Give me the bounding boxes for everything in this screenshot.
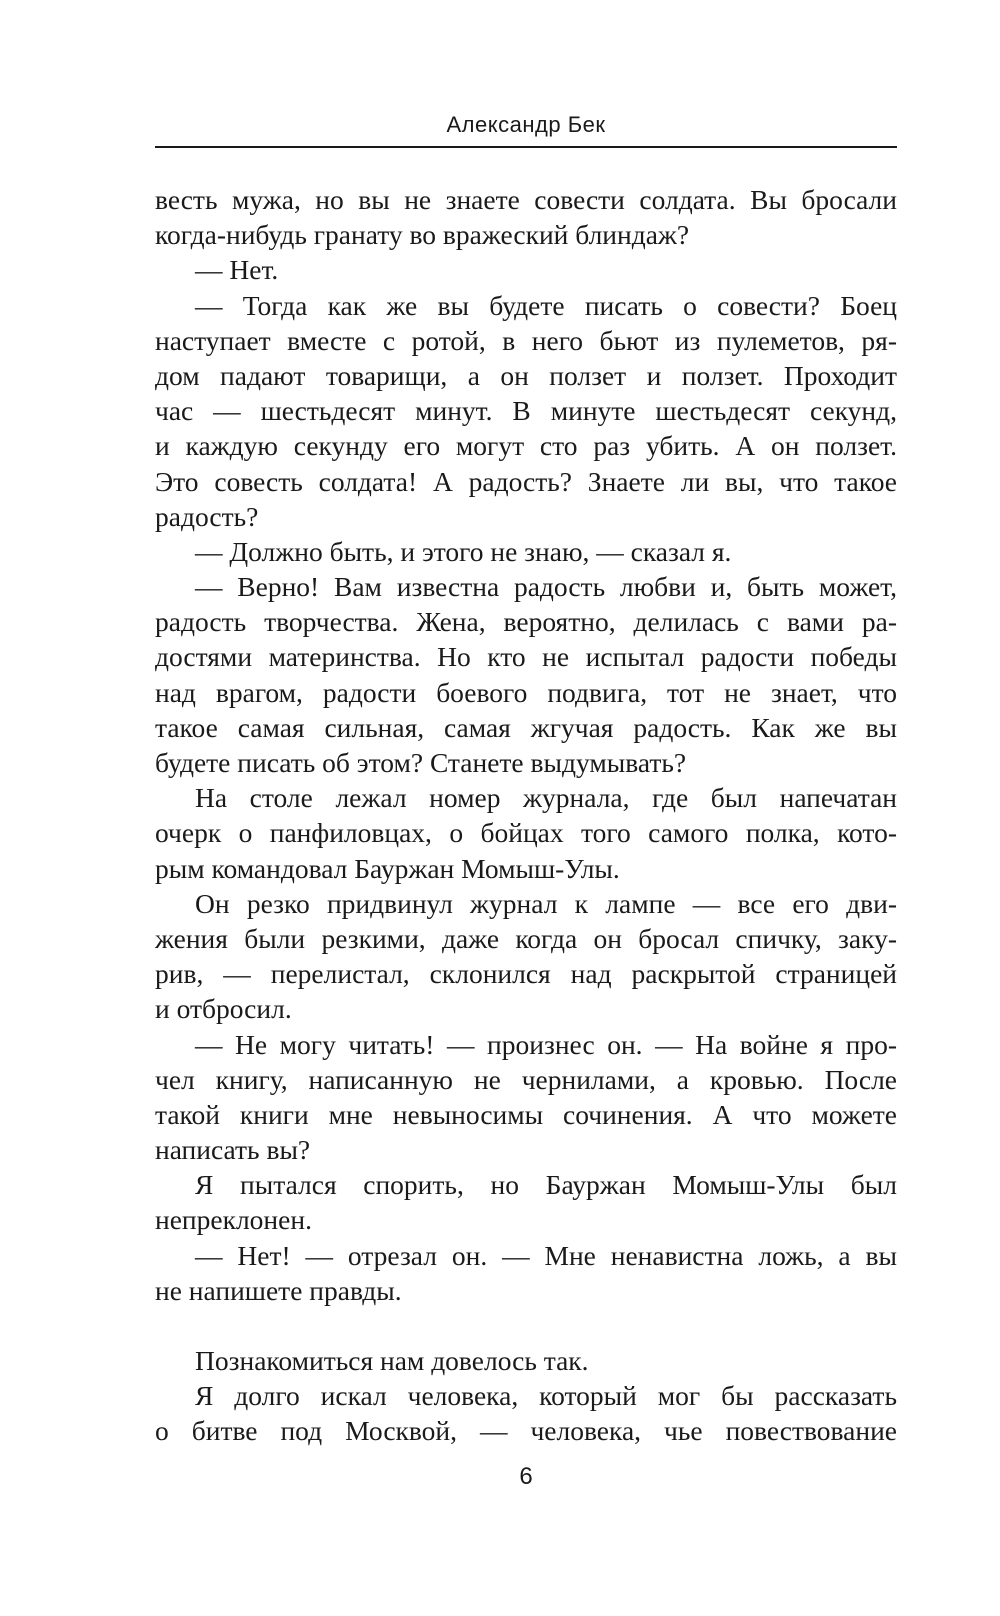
text-line: весть мужа, но вы не знаете совести солдата. Вы бросали [155, 184, 897, 215]
text-line: такое самая сильная, самая жгучая радость. Как же вы [155, 711, 897, 743]
page-number: 6 [519, 1463, 533, 1490]
text-line: Я долго искал человека, который мог бы рассказать [195, 1380, 897, 1412]
text-line: написать вы? [155, 1134, 311, 1166]
text-line: достями материнства. Но кто не испытал радости победы [155, 641, 897, 673]
text-line: — Тогда как же вы будете писать о совести? Боец [195, 289, 897, 321]
text-line: очерк о панфиловцах, о бойцах того самого полка, кото- [155, 817, 897, 849]
running-head-author: Александр Бек [446, 112, 606, 137]
text-line: когда-нибудь гранату во вражеский блиндаж? [155, 219, 690, 251]
text-line: — Нет! — отрезал он. — Мне ненавистна ложь, а вы [195, 1239, 897, 1271]
text-line: чел книгу, написанную не чернилами, а кровью. После [155, 1063, 897, 1095]
text-line: над врагом, радости боевого подвига, тот не знает, что [155, 676, 897, 708]
text-line: и отбросил. [155, 993, 292, 1025]
text-line: непреклонен. [155, 1204, 312, 1236]
body-text [155, 182, 897, 1449]
text-line: наступает вместе с ротой, в него бьют из пулеметов, ря- [155, 324, 897, 356]
text-line: Это совесть солдата! А радость? Знаете ли вы, что такое [155, 465, 897, 497]
text-line: — Нет. [195, 254, 279, 286]
text-line: На столе лежал номер журнала, где был напечатан [195, 782, 897, 814]
text-line: Он резко придвинул журнал к лампе — все его дви- [195, 887, 897, 919]
text-line: час — шестьдесят минут. В минуте шестьдесят секунд, [155, 395, 897, 427]
text-line: не напишете правды. [155, 1274, 402, 1306]
text-line: о битве под Москвой, — человека, чье повествование [155, 1415, 897, 1447]
text-line: Я пытался спорить, но Бауржан Момыш-Улы был [195, 1169, 897, 1201]
text-line: будете писать об этом? Станете выдумывать? [155, 747, 687, 778]
text-line: — Должно быть, и этого не знаю, — сказал я. [195, 535, 732, 567]
text-line: и каждую секунду его могут сто раз убить. А он ползет. [155, 430, 897, 462]
text-line: радость творчества. Жена, вероятно, делилась с вами ра- [155, 606, 897, 638]
text-line: рив, — перелистал, склонился над раскрытой страницей [155, 958, 897, 990]
header-rule [155, 146, 897, 148]
text-line: Познакомиться нам довелось так. [195, 1345, 589, 1376]
text-line: — Не могу читать! — произнес он. — На войне я про- [195, 1028, 897, 1060]
text-line: — Верно! Вам известна радость любви и, быть может, [195, 571, 897, 603]
text-line: такой книги мне невыносимы сочинения. А что можете [155, 1098, 897, 1130]
text-line: жения были резкими, даже когда он бросал спичку, заку- [155, 922, 897, 954]
text-line: рым командовал Бауржан Момыш-Улы. [155, 852, 620, 884]
text-line: радость? [155, 500, 259, 532]
text-line: дом падают товарищи, а он ползет и ползет. Проходит [155, 359, 897, 391]
